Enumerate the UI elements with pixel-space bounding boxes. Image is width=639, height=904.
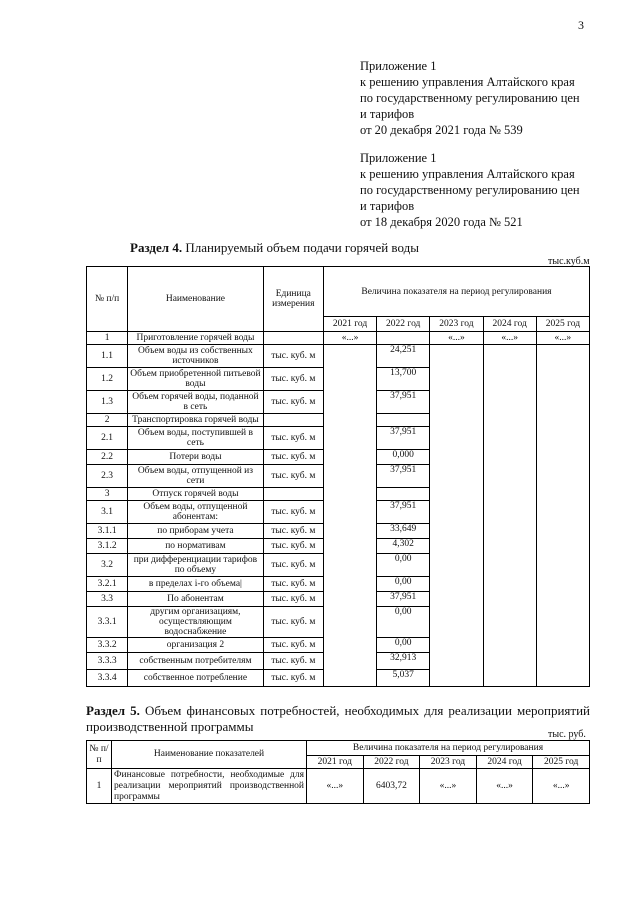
header-name: Наименование показателей — [112, 741, 307, 769]
appendix-line: Приложение 1 — [360, 59, 437, 73]
row-num: 1 — [87, 769, 112, 804]
header-year: 2022 год — [377, 317, 430, 332]
row-value — [430, 345, 483, 687]
row-num: 3.1.2 — [87, 539, 128, 554]
row-name: Объем горячей воды, поданной в сеть — [128, 391, 264, 414]
row-name: Объем воды, отпущенной абонентам: — [128, 501, 264, 524]
row-name: Объем воды, отпущенной из сети — [128, 465, 264, 488]
row-name: Отпуск горячей воды — [128, 488, 264, 501]
row-num: 2.3 — [87, 465, 128, 488]
row-num: 1 — [87, 332, 128, 345]
row-num: 3.3.4 — [87, 670, 128, 687]
row-num: 1.2 — [87, 368, 128, 391]
row-num: 3.1 — [87, 501, 128, 524]
section5-title — [86, 703, 590, 735]
section4-label: Раздел 4. — [130, 240, 183, 255]
row-name: собственным потребителям — [128, 653, 264, 670]
section4-unit: тыс.куб.м — [548, 256, 590, 267]
row-num: 1.1 — [87, 345, 128, 368]
row-name: Транспортировка горячей воды — [128, 414, 264, 427]
row-value: «...» — [420, 769, 477, 804]
row-value: 6403,72 — [363, 769, 420, 804]
row-unit: тыс. куб. м — [263, 524, 323, 539]
section4-title-text: Планируемый объем подачи горячей воды — [185, 240, 419, 255]
row-value: 32,913 — [377, 653, 430, 670]
row-value: «...» — [476, 769, 533, 804]
row-value — [536, 345, 589, 687]
row-value: 0,00 — [377, 554, 430, 577]
header-year: 2022 год — [363, 756, 420, 769]
financial-needs-table — [86, 740, 590, 804]
header-year: 2025 год — [533, 756, 590, 769]
header-name: Наименование — [128, 267, 264, 332]
row-value: 5,037 — [377, 670, 430, 687]
row-unit: тыс. куб. м — [263, 450, 323, 465]
row-value: 0,00 — [377, 577, 430, 592]
appendix-approval-block-2 — [360, 150, 620, 230]
row-num: 3.3.1 — [87, 607, 128, 638]
row-value: 24,251 — [377, 345, 430, 368]
row-num: 3.3 — [87, 592, 128, 607]
header-year: 2021 год — [307, 756, 364, 769]
table-row — [87, 769, 590, 804]
appendix-line: к решению управления Алтайского края — [360, 75, 575, 89]
row-value: 33,649 — [377, 524, 430, 539]
row-unit: тыс. куб. м — [263, 638, 323, 653]
row-name: по приборам учета — [128, 524, 264, 539]
row-value — [377, 414, 430, 427]
row-name: Финансовые потребности, необходимые для реализации мероприятий производственной программы — [112, 769, 307, 804]
row-unit: тыс. куб. м — [263, 554, 323, 577]
header-year: 2025 год — [536, 317, 589, 332]
row-unit: тыс. куб. м — [263, 465, 323, 488]
row-value: 0,00 — [377, 607, 430, 638]
appendix-line: по государственному регулированию цен — [360, 91, 580, 105]
row-unit: тыс. куб. м — [263, 345, 323, 368]
row-num: 3.3.3 — [87, 653, 128, 670]
header-unit: Единица измерения — [263, 267, 323, 332]
row-num: 3.2 — [87, 554, 128, 577]
appendix-line: к решению управления Алтайского края — [360, 167, 575, 181]
row-name: другим организациям, осуществляющим водоснабжение — [128, 607, 264, 638]
row-num: 3 — [87, 488, 128, 501]
page-number: 3 — [578, 18, 584, 32]
row-unit: тыс. куб. м — [263, 653, 323, 670]
header-num: № п/п — [87, 267, 128, 332]
appendix-line: по государственному регулированию цен — [360, 183, 580, 197]
row-name: Объем воды из собственных источников — [128, 345, 264, 368]
row-num: 3.3.2 — [87, 638, 128, 653]
row-value: 37,951 — [377, 391, 430, 414]
row-name: Потери воды — [128, 450, 264, 465]
row-value: «...» — [307, 769, 364, 804]
row-num: 2.2 — [87, 450, 128, 465]
section5-label: Раздел 5. — [86, 703, 140, 718]
row-name: собственное потребление — [128, 670, 264, 687]
appendix-line: Приложение 1 — [360, 151, 437, 165]
row-unit: тыс. куб. м — [263, 670, 323, 687]
row-unit: тыс. куб. м — [263, 607, 323, 638]
row-num: 1.3 — [87, 391, 128, 414]
row-unit: тыс. куб. м — [263, 539, 323, 554]
row-unit: тыс. куб. м — [263, 592, 323, 607]
row-value: 37,951 — [377, 592, 430, 607]
row-unit — [263, 414, 323, 427]
appendix-line: и тарифов — [360, 107, 415, 121]
row-value: «...» — [483, 332, 536, 345]
row-num: 3.2.1 — [87, 577, 128, 592]
row-value: 37,951 — [377, 465, 430, 488]
row-value: 37,951 — [377, 427, 430, 450]
appendix-line: от 18 декабря 2020 года № 521 — [360, 215, 523, 229]
appendix-approval-block-1 — [360, 58, 620, 138]
row-unit: тыс. куб. м — [263, 427, 323, 450]
row-unit: тыс. куб. м — [263, 577, 323, 592]
header-year: 2024 год — [483, 317, 536, 332]
row-value: 13,700 — [377, 368, 430, 391]
row-value: 37,951 — [377, 501, 430, 524]
section5-title-text: Объем финансовых потребностей, необходимых для реализации мероприятий производственной программы — [86, 703, 590, 734]
row-num: 2.1 — [87, 427, 128, 450]
header-year: 2023 год — [420, 756, 477, 769]
header-year: 2024 год — [476, 756, 533, 769]
row-num: 2 — [87, 414, 128, 427]
row-name: Приготовление горячей воды — [128, 332, 264, 345]
row-value — [377, 488, 430, 501]
row-value: 4,302 — [377, 539, 430, 554]
section5-unit: тыс. руб. — [548, 729, 586, 740]
row-value: «...» — [323, 332, 376, 345]
row-name: Объем воды, поступившей в сеть — [128, 427, 264, 450]
row-value — [377, 332, 430, 345]
header-num: № п/п — [87, 741, 112, 769]
row-value: 0,00 — [377, 638, 430, 653]
row-value — [483, 345, 536, 687]
appendix-line: и тарифов — [360, 199, 415, 213]
row-value — [323, 345, 376, 687]
row-unit: тыс. куб. м — [263, 501, 323, 524]
hot-water-volume-table — [86, 266, 590, 687]
header-period: Величина показателя на период регулирования — [323, 267, 589, 317]
row-name: при дифференциации тарифов по объему — [128, 554, 264, 577]
row-unit: тыс. куб. м — [263, 368, 323, 391]
row-unit — [263, 488, 323, 501]
row-num: 3.1.1 — [87, 524, 128, 539]
row-name: Объем приобретенной питьевой воды — [128, 368, 264, 391]
row-name: по нормативам — [128, 539, 264, 554]
row-unit — [263, 332, 323, 345]
row-value: «...» — [430, 332, 483, 345]
header-year: 2023 год — [430, 317, 483, 332]
table-row — [87, 345, 590, 368]
row-value: 0,000 — [377, 450, 430, 465]
header-period: Величина показателя на период регулирования — [307, 741, 590, 756]
row-unit: тыс. куб. м — [263, 391, 323, 414]
row-name: в пределах i-го объема| — [128, 577, 264, 592]
appendix-line: от 20 декабря 2021 года № 539 — [360, 123, 523, 137]
row-value: «...» — [533, 769, 590, 804]
header-year: 2021 год — [323, 317, 376, 332]
row-name: По абонентам — [128, 592, 264, 607]
table-row — [87, 332, 590, 345]
row-name: организация 2 — [128, 638, 264, 653]
row-value: «...» — [536, 332, 589, 345]
section4-title — [130, 240, 419, 256]
